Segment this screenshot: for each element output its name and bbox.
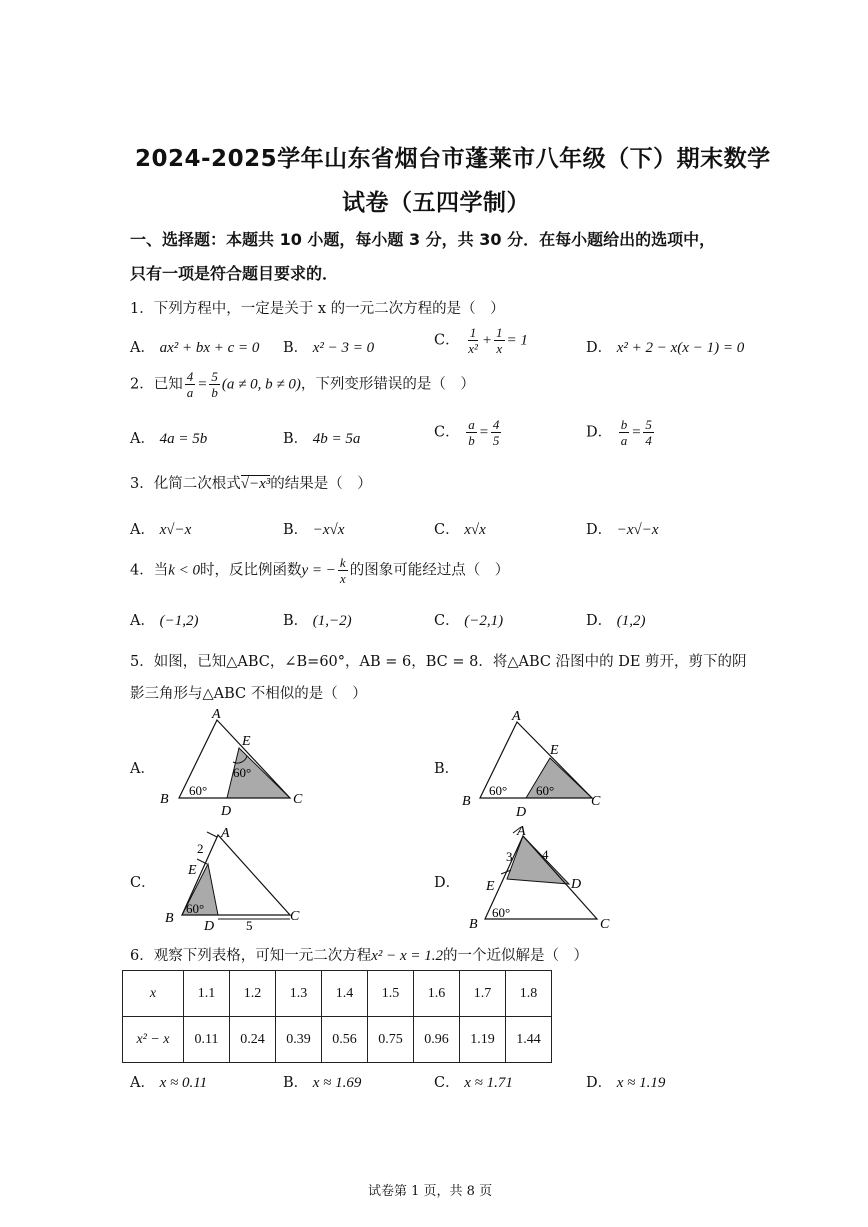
- table-row: [123, 971, 552, 1017]
- q5-option-d-label[interactable]: D．: [434, 875, 461, 891]
- label-b: B: [165, 911, 174, 926]
- table-cell: 1.1: [184, 971, 230, 1017]
- length-4: 4: [542, 847, 549, 862]
- q1-option-c[interactable]: C． $\frac{1}{\text{x²}}$ + $\frac{1}{x}$ = 1: [434, 325, 528, 356]
- q2-option-a[interactable]: A． 4a = 5b: [130, 431, 208, 447]
- angle-b-label: 60°: [492, 905, 511, 920]
- label-a: A: [512, 709, 521, 724]
- table-cell: 1.3: [276, 971, 322, 1017]
- q2-option-b[interactable]: B． 4b = 5a: [283, 431, 361, 447]
- table-row: [123, 1017, 552, 1063]
- label-a: A: [221, 826, 230, 841]
- label-a: A: [517, 824, 526, 839]
- label-e: E: [486, 879, 495, 894]
- page-title-line1: 2024-2025学年山东省烟台市蓬莱市八年级（下）期末数学: [135, 146, 771, 172]
- table-cell: 0.11: [184, 1017, 230, 1063]
- table-header-cell: x² − x: [123, 1017, 184, 1063]
- q3-option-d[interactable]: D． −x√−x: [586, 522, 659, 538]
- q6-option-b[interactable]: B． x ≈ 1.69: [283, 1075, 362, 1091]
- table-cell: 1.6: [414, 971, 460, 1017]
- label-c: C: [290, 909, 300, 924]
- table-cell: 1.2: [230, 971, 276, 1017]
- length-2: 2: [197, 841, 204, 856]
- q5-figure-c[interactable]: [160, 822, 310, 937]
- label-d: D: [571, 877, 582, 892]
- q1-stem: 1．下列方程中，一定是关于 x 的一元二次方程的是（ ）: [130, 301, 505, 317]
- label-d: D: [204, 919, 215, 934]
- q3-stem: 3．化简二次根式√−x³的结果是（ ）: [130, 476, 372, 492]
- table-cell: 0.39: [276, 1017, 322, 1063]
- table-header-cell: x: [123, 971, 184, 1017]
- q3-option-c[interactable]: C． x√x: [434, 522, 486, 538]
- label-e: E: [242, 734, 251, 749]
- page-title-line2: 试卷（五四学制）: [342, 190, 530, 216]
- table-cell: 0.24: [230, 1017, 276, 1063]
- q1-option-d[interactable]: D． x² + 2 − x(x − 1) = 0: [586, 340, 745, 356]
- q4-option-d[interactable]: D． (1,2): [586, 613, 646, 629]
- q5-option-c-label[interactable]: C．: [130, 875, 156, 891]
- table-cell: 1.44: [506, 1017, 552, 1063]
- q5-stem-line2: 影三角形与△ABC 不相似的是（ ）: [130, 686, 367, 702]
- q1-option-a[interactable]: A． ax² + bx + c = 0: [130, 340, 260, 356]
- section-header-line2: 只有一项是符合题目要求的．: [130, 264, 339, 283]
- label-c: C: [591, 794, 601, 809]
- angle-label: 60°: [233, 765, 252, 780]
- length-3: 3: [506, 849, 513, 864]
- label-d: D: [221, 804, 232, 819]
- q2-option-d[interactable]: D． $\frac{b}{a}$ = $\frac{5}{4}$: [586, 417, 652, 448]
- table-cell: 1.8: [506, 971, 552, 1017]
- q2-option-c[interactable]: C． $\frac{a}{b}$ = $\frac{4}{5}$: [434, 417, 500, 448]
- table-cell: 0.75: [368, 1017, 414, 1063]
- q6-option-d[interactable]: D． x ≈ 1.19: [586, 1075, 666, 1091]
- q6-option-a[interactable]: A． x ≈ 0.11: [130, 1075, 208, 1091]
- q3-option-a[interactable]: A． x√−x: [130, 522, 192, 538]
- table-cell: 1.19: [460, 1017, 506, 1063]
- q6-stem: 6．观察下列表格，可知一元二次方程x² − x = 1.2的一个近似解是（ ）: [130, 948, 589, 964]
- q6-table: [122, 970, 552, 1063]
- q5-figure-b[interactable]: [460, 702, 620, 822]
- table-cell: 0.56: [322, 1017, 368, 1063]
- label-b: B: [462, 794, 471, 809]
- angle-b-label: 60°: [186, 901, 205, 916]
- label-b: B: [469, 917, 478, 932]
- q5-stem-line1: 5．如图，已知△ABC，∠B=60°，AB = 6，BC = 8．将△ABC 沿图中的 DE 剪开，剪下的阴: [130, 654, 747, 670]
- label-e: E: [550, 743, 559, 758]
- q4-option-b[interactable]: B． (1,−2): [283, 613, 352, 629]
- q6-option-c[interactable]: C． x ≈ 1.71: [434, 1075, 513, 1091]
- label-b: B: [160, 792, 169, 807]
- table-cell: 1.4: [322, 971, 368, 1017]
- page-footer: 试卷第 1 页，共 8 页: [368, 1184, 493, 1199]
- q2-stem: 2．已知 $\frac{4}{a}$ = $\frac{5}{b}$ (a ≠ 0, b ≠ 0)，下列变形错误的是（ ）: [130, 369, 475, 400]
- q1-option-b[interactable]: B． x² − 3 = 0: [283, 340, 375, 356]
- length-5: 5: [246, 918, 253, 933]
- q5-figure-d[interactable]: [465, 822, 625, 937]
- q3-option-b[interactable]: B． −x√x: [283, 522, 345, 538]
- q5-option-b-label[interactable]: B．: [434, 761, 460, 777]
- angle-b-label: 60°: [489, 783, 508, 798]
- q4-option-c[interactable]: C． (−2,1): [434, 613, 504, 629]
- q5-figure-a[interactable]: [155, 702, 315, 822]
- q5-option-a-label[interactable]: A．: [130, 761, 155, 777]
- label-a: A: [212, 707, 221, 722]
- q4-option-a[interactable]: A． (−1,2): [130, 613, 199, 629]
- section-header-line1: 一、选择题：本题共 10 小题，每小题 3 分，共 30 分．在每小题给出的选项中，: [130, 230, 716, 249]
- angle-d-label: 60°: [536, 783, 555, 798]
- label-c: C: [600, 917, 610, 932]
- label-e: E: [188, 863, 197, 878]
- table-cell: 1.7: [460, 971, 506, 1017]
- label-d: D: [516, 805, 527, 820]
- tick: [207, 832, 217, 837]
- table-cell: 1.5: [368, 971, 414, 1017]
- table-cell: 0.96: [414, 1017, 460, 1063]
- angle-b-label: 60°: [189, 783, 208, 798]
- q4-stem: 4．当k < 0时，反比例函数y = − $\frac{k}{x}$ 的图象可能经过点（ ）: [130, 555, 510, 586]
- label-c: C: [293, 792, 303, 807]
